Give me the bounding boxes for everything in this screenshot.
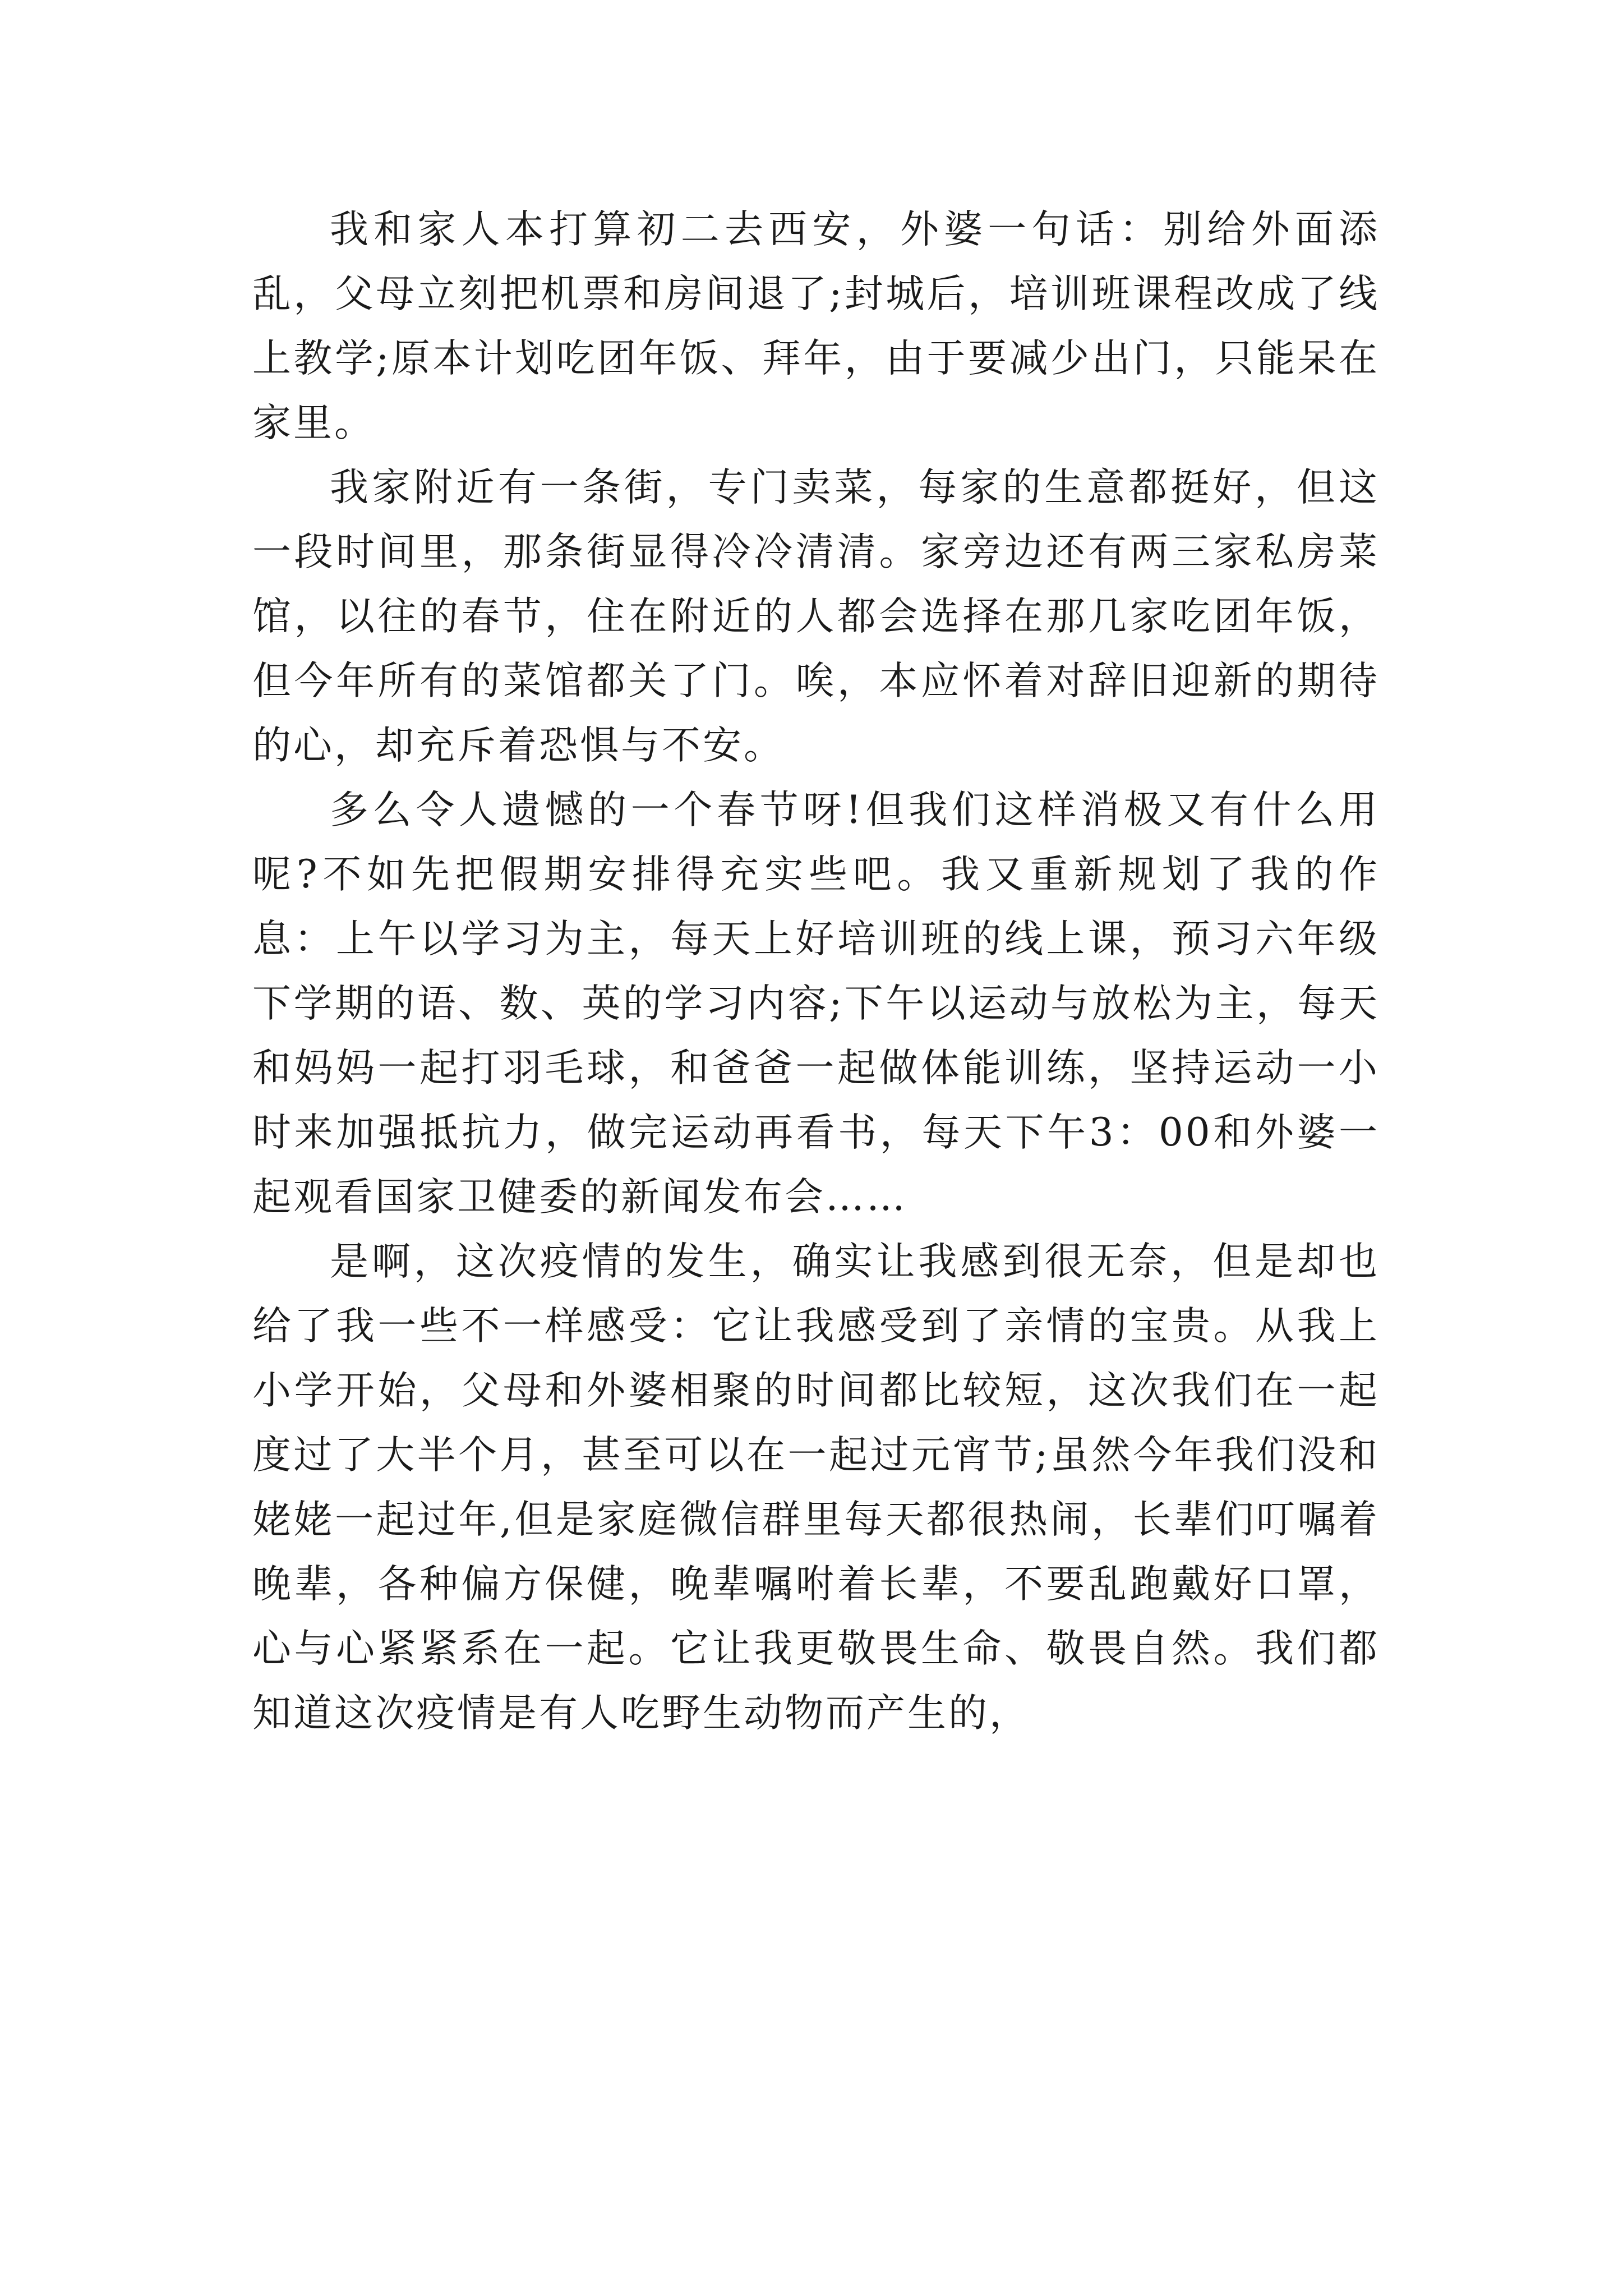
paragraph-3: 多么令人遗憾的一个春节呀!但我们这样消极又有什么用呢?不如先把假期安排得充实些吧。我又重新规划了我的作息：上午以学习为主，每天上好培训班的线上课，预习六年级下学期的语、数、英的学习内容;下午以运动与放松为主，每天和妈妈一起打羽毛球，和爸爸一起做体能训练，坚持运动一小时来加强抵抗力，做完运动再看书，每天下午3：00和外婆一起观看国家卫健委的新闻发布会…… <box>252 788 1380 1220</box>
paragraph-2: 我家附近有一条街，专门卖菜，每家的生意都挺好，但这一段时间里，那条街显得冷冷清清。家旁边还有两三家私房菜馆，以往的春节，住在附近的人都会选择在那几家吃团年饭，但今年所有的菜馆都关了门。唉，本应怀着对辞旧迎新的期待的心，却充斥着恐惧与不安。 <box>252 465 1380 768</box>
paragraph-4: 是啊，这次疫情的发生，确实让我感到很无奈，但是却也给了我一些不一样感受：它让我感受到了亲情的宝贵。从我上小学开始，父母和外婆相聚的时间都比较短，这次我们在一起度过了大半个月，甚至可以在一起过元宵节;虽然今年我们没和姥姥一起过年,但是家庭微信群里每天都很热闹，长辈们叮嘱着晚辈，各种偏方保健，晚辈嘱咐着长辈，不要乱跑戴好口罩，心与心紧紧系在一起。它让我更敬畏生命、敬畏自然。我们都知道这次疫情是有人吃野生动物而产生的， <box>252 1239 1380 1736</box>
paragraph-1: 我和家人本打算初二去西安，外婆一句话：别给外面添乱，父母立刻把机票和房间退了;封城后，培训班课程改成了线上教学;原本计划吃团年饭、拜年，由于要减少出门，只能呆在家里。 <box>252 207 1380 445</box>
document-body <box>252 197 1380 1746</box>
